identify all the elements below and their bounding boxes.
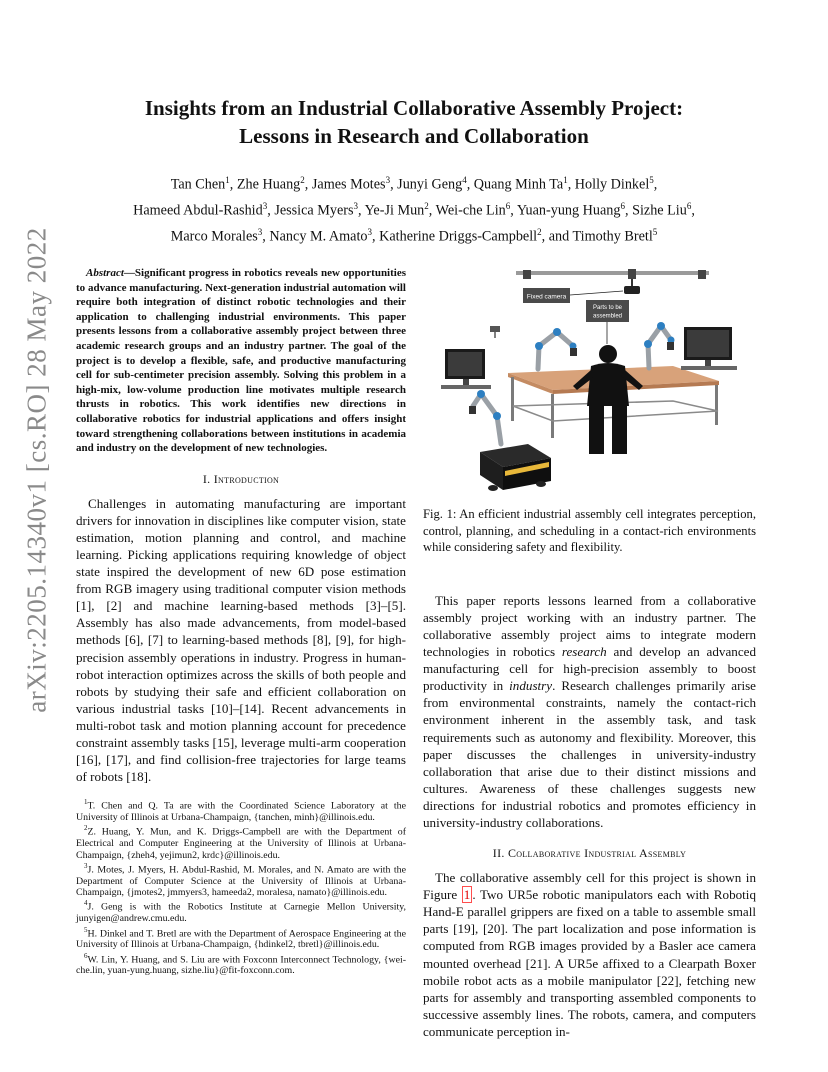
overview-emphasis-research: research <box>561 644 607 660</box>
abstract-dash: — <box>123 267 135 279</box>
abstract <box>76 266 406 456</box>
author-affiliation-mark: 6 <box>620 201 625 212</box>
author-name: Quang Minh Ta <box>473 176 564 193</box>
author-separator: , <box>358 202 365 219</box>
fixed-camera-icon <box>624 286 640 294</box>
author-separator: , <box>267 202 275 219</box>
footnote-text: H. Dinkel and T. Bretl are with the Department of Aerospace Engineering at the University of Illinois at Urbana-Champaign, {hdinkel2, tbretl}@illinois.edu. <box>76 927 406 951</box>
overview-text-1: This paper reports lessons learned from a collaborative assembly project working with an industry partner. The collaborative assembly project aims to integrate modern technologies in robotics <box>423 592 756 660</box>
footnote <box>76 797 406 823</box>
abstract-label: Abstract <box>86 267 124 279</box>
assembly-text-1: The collaborative assembly cell for this project is shown in Figure <box>423 870 756 903</box>
parts-label-line-1: Parts to be <box>592 305 623 311</box>
footnote-text: J. Geng is with the Robotics Institute at Carnegie Mellon University, junyigen@andrew.cmu.edu. <box>76 901 406 925</box>
section-title: Introduction <box>213 471 280 486</box>
section-heading-introduction <box>76 472 406 487</box>
author-name: Hameed Abdul-Rashid <box>133 202 263 219</box>
author-separator: , <box>691 202 695 219</box>
author-separator: , <box>510 202 517 219</box>
author-name: Yuan-yung Huang <box>516 202 621 219</box>
overhead-rail <box>516 271 709 275</box>
author-name: Nancy M. Amato <box>269 229 368 246</box>
footnote-mark: 3 <box>84 861 88 870</box>
author-affiliation-mark: 5 <box>652 227 658 238</box>
author-separator: , <box>304 176 312 193</box>
author-separator: , <box>567 176 575 193</box>
author-affiliation-mark: 2 <box>424 201 429 212</box>
author-affiliation-mark: 6 <box>505 201 511 212</box>
author-name: James Motes <box>311 176 386 193</box>
author-name: Holly Dinkel <box>574 176 650 193</box>
footnote <box>76 823 406 861</box>
author-affiliation-mark: 1 <box>563 175 568 185</box>
footnote <box>76 951 406 977</box>
footnote-mark: 4 <box>84 899 88 908</box>
overview-text-3: . Research challenges primarily arise from environmental constraints, namely the contact-rich environment inherent in the assembly task, and task requirements such as autonomy and flexibility. Moreover, this paper discusses the challenges in university-industry collaboration that arise due to their distinct missions and cultures. Awareness of these challenges suggests new directions for industrial robotics and promotes efficiency in university-industry collaborations. <box>423 678 756 830</box>
author-name: Marco Morales <box>170 229 258 246</box>
author-separator: , <box>466 176 474 193</box>
figure-1 <box>423 266 756 506</box>
author-name: Jessica Myers <box>274 202 354 219</box>
overview-emphasis-industry: industry <box>509 678 553 694</box>
author-affiliation-mark: 3 <box>262 201 268 212</box>
footnote-text: Z. Huang, Y. Mun, and K. Driggs-Campbell are with the Department of Electrical and Computer Engineering at the University of Illinois at Urbana-Champaign, {zheh4, yejimun2, krdc}@illinois.edu. <box>76 826 406 861</box>
author-name: Sizhe Liu <box>632 202 687 219</box>
author-affiliation-mark: 3 <box>353 201 359 212</box>
ur5e-arm-left <box>538 332 573 369</box>
author-separator: , and <box>541 229 573 246</box>
section-numeral: I. <box>202 471 214 486</box>
author-separator: , <box>372 229 380 246</box>
footnote-text: J. Motes, J. Myers, H. Abdul-Rashid, M. Morales, and N. Amato are with the Department of Computer Science at the University of Illinois at Urbana-Champaign, {jmotes2, jmmyers3, hameeda2, moralesa, namato}@illinois.edu. <box>76 864 406 899</box>
footnote-mark: 2 <box>84 824 88 833</box>
author-name: Timothy Bretl <box>572 229 653 246</box>
author-name: Zhe Huang <box>236 176 301 193</box>
introduction-paragraph: Challenges in automating manufacturing are important drivers for innovation in disciplines like computer vision, state estimation, motion planning and control, and machine learning. Picking applications requiring knowledge of object state inspired the development of new 6D pose estimation from RGB imagery using traditional computer vision methods [1], [2] and machine learning-based methods [3]–[5]. Assembly has also made advancements, from model-based methods [6], [7] to learning-based methods [8], [9], for high-precision assembly operations in industry. Progress in human-robot interaction optimizes across the skills of both people and robots by studying their safe and efficient collaboration on various industrial tasks [10]–[14]. Recent advancements in multi-robot task and motion planning account for precedence constraint assembly tasks [15], leverage multi-arm cooperation [16], [17], and find collision-free trajectories for large teams of robots [18]. <box>76 495 406 785</box>
footnote <box>76 861 406 899</box>
footnote-mark: 1 <box>84 798 88 807</box>
author-affiliation-mark: 6 <box>686 201 692 212</box>
assembly-text-2: . Two UR5e robotic manipulators each with Robotiq Hand-E parallel grippers are fixed on a table to assemble small parts [19], [20]. The part localization and pose information is computed from RGB images provided by a Basler ace camera mounted overhead [21]. A UR5e affixed to a Clearpath Boxer mobile robot acts as a mobile manipulator [22], fetching new parts for assembly and transporting assembled components to successive assembly lines. The robots, camera, and computers communicate perception in- <box>423 887 756 1039</box>
author-affiliation-mark: 5 <box>649 175 654 185</box>
parts-label-line-2: assembled <box>592 313 623 320</box>
title-line-2: Lessons in Research and Collaboration <box>239 124 589 148</box>
author-affiliation-mark: 2 <box>537 227 542 238</box>
author-line-2 <box>60 196 768 222</box>
title-line-1: Insights from an Industrial Collaborative Assembly Project: <box>144 96 684 120</box>
author-affiliation-mark: 1 <box>225 175 230 185</box>
overview-text-2: and develop an advanced manufacturing cell for high-precision assembly to boost productivity in <box>423 644 756 694</box>
author-separator: , <box>428 202 436 219</box>
author-separator: , <box>229 176 237 193</box>
author-name: Wei-che Lin <box>435 202 506 219</box>
footnote-text: T. Chen and Q. Ta are with the Coordinated Science Laboratory at the University of Illinois at Urbana-Champaign, {tanchen, minh}@illinois.edu. <box>76 800 406 824</box>
footnote-mark: 6 <box>84 951 88 960</box>
right-column <box>423 266 756 1040</box>
section-numeral: II. <box>492 846 508 861</box>
author-name: Tan Chen <box>170 176 226 193</box>
human-operator <box>573 345 643 454</box>
author-affiliation-mark: 4 <box>462 175 467 185</box>
author-line-1 <box>60 170 768 196</box>
assembly-cell-illustration <box>423 266 756 506</box>
figure-reference-link[interactable]: 1 <box>463 887 471 903</box>
footnote <box>76 898 406 924</box>
author-separator: , <box>262 229 270 246</box>
small-camera-icon <box>490 326 500 332</box>
footnote <box>76 925 406 951</box>
author-name: Katherine Driggs-Campbell <box>379 229 538 246</box>
mobile-robot-base <box>480 444 551 491</box>
arxiv-identifier: arXiv:2205.14340v1 [cs.RO] 28 May 2022 <box>21 227 52 713</box>
abstract-text: Significant progress in robotics reveals new opportunities to advance manufacturing. Next-generation industrial automation will require both integration of distinct robotic technologies and their application to challenging industrial environments. This paper presents lessons from a collaborative assembly project between three academic research groups and an industry partner. The goal of the project is to develop a flexible, safe, and productive manufacturing cell for sub-centimeter precision assembly. Solving this problem in a high-mix, low-volume production line motivates multiple research thrusts in robotics. This work identifies new directions in collaborative robotics for industrial applications and offers insight toward strengthening collaborations between institutions in academia and industry on the development of new technologies. <box>76 267 406 455</box>
author-affiliation-mark: 3 <box>367 227 373 238</box>
author-separator: , <box>390 176 398 193</box>
footnote-mark: 5 <box>84 925 88 934</box>
author-list <box>60 170 768 249</box>
overview-paragraph <box>423 592 756 831</box>
rail-mount-left <box>523 270 531 279</box>
author-line-3 <box>60 222 768 248</box>
author-name: Junyi Geng <box>397 176 463 193</box>
author-name: Ye-Ji Mun <box>364 202 425 219</box>
author-separator: , <box>653 176 658 193</box>
author-affiliation-mark: 3 <box>385 175 391 185</box>
footnotes <box>76 797 406 976</box>
rail-mount-center <box>628 269 636 279</box>
section-heading-collaborative-assembly <box>423 846 756 861</box>
figure-caption: Fig. 1: An efficient industrial assembly cell integrates perception, control, planning, and scheduling in a contact-rich environments while considering safety and flexibility. <box>423 507 756 555</box>
author-affiliation-mark: 2 <box>300 175 305 185</box>
fixed-camera-label: Fixed camera <box>526 293 567 301</box>
rail-mount-right <box>698 270 706 279</box>
author-affiliation-mark: 3 <box>257 227 263 238</box>
assembly-cell-paragraph <box>423 869 756 1040</box>
section-title: Collaborative Industrial Assembly <box>507 846 687 861</box>
author-separator: , <box>624 202 633 219</box>
arxiv-stamp <box>12 0 62 1072</box>
paper-title <box>60 94 768 150</box>
footnote-text: W. Lin, Y. Huang, and S. Liu are with Foxconn Interconnect Technology, {wei-che.lin, yuan-yung.huang, sizhe.liu}@fit-foxconn.com. <box>76 953 406 977</box>
left-column <box>76 266 406 977</box>
